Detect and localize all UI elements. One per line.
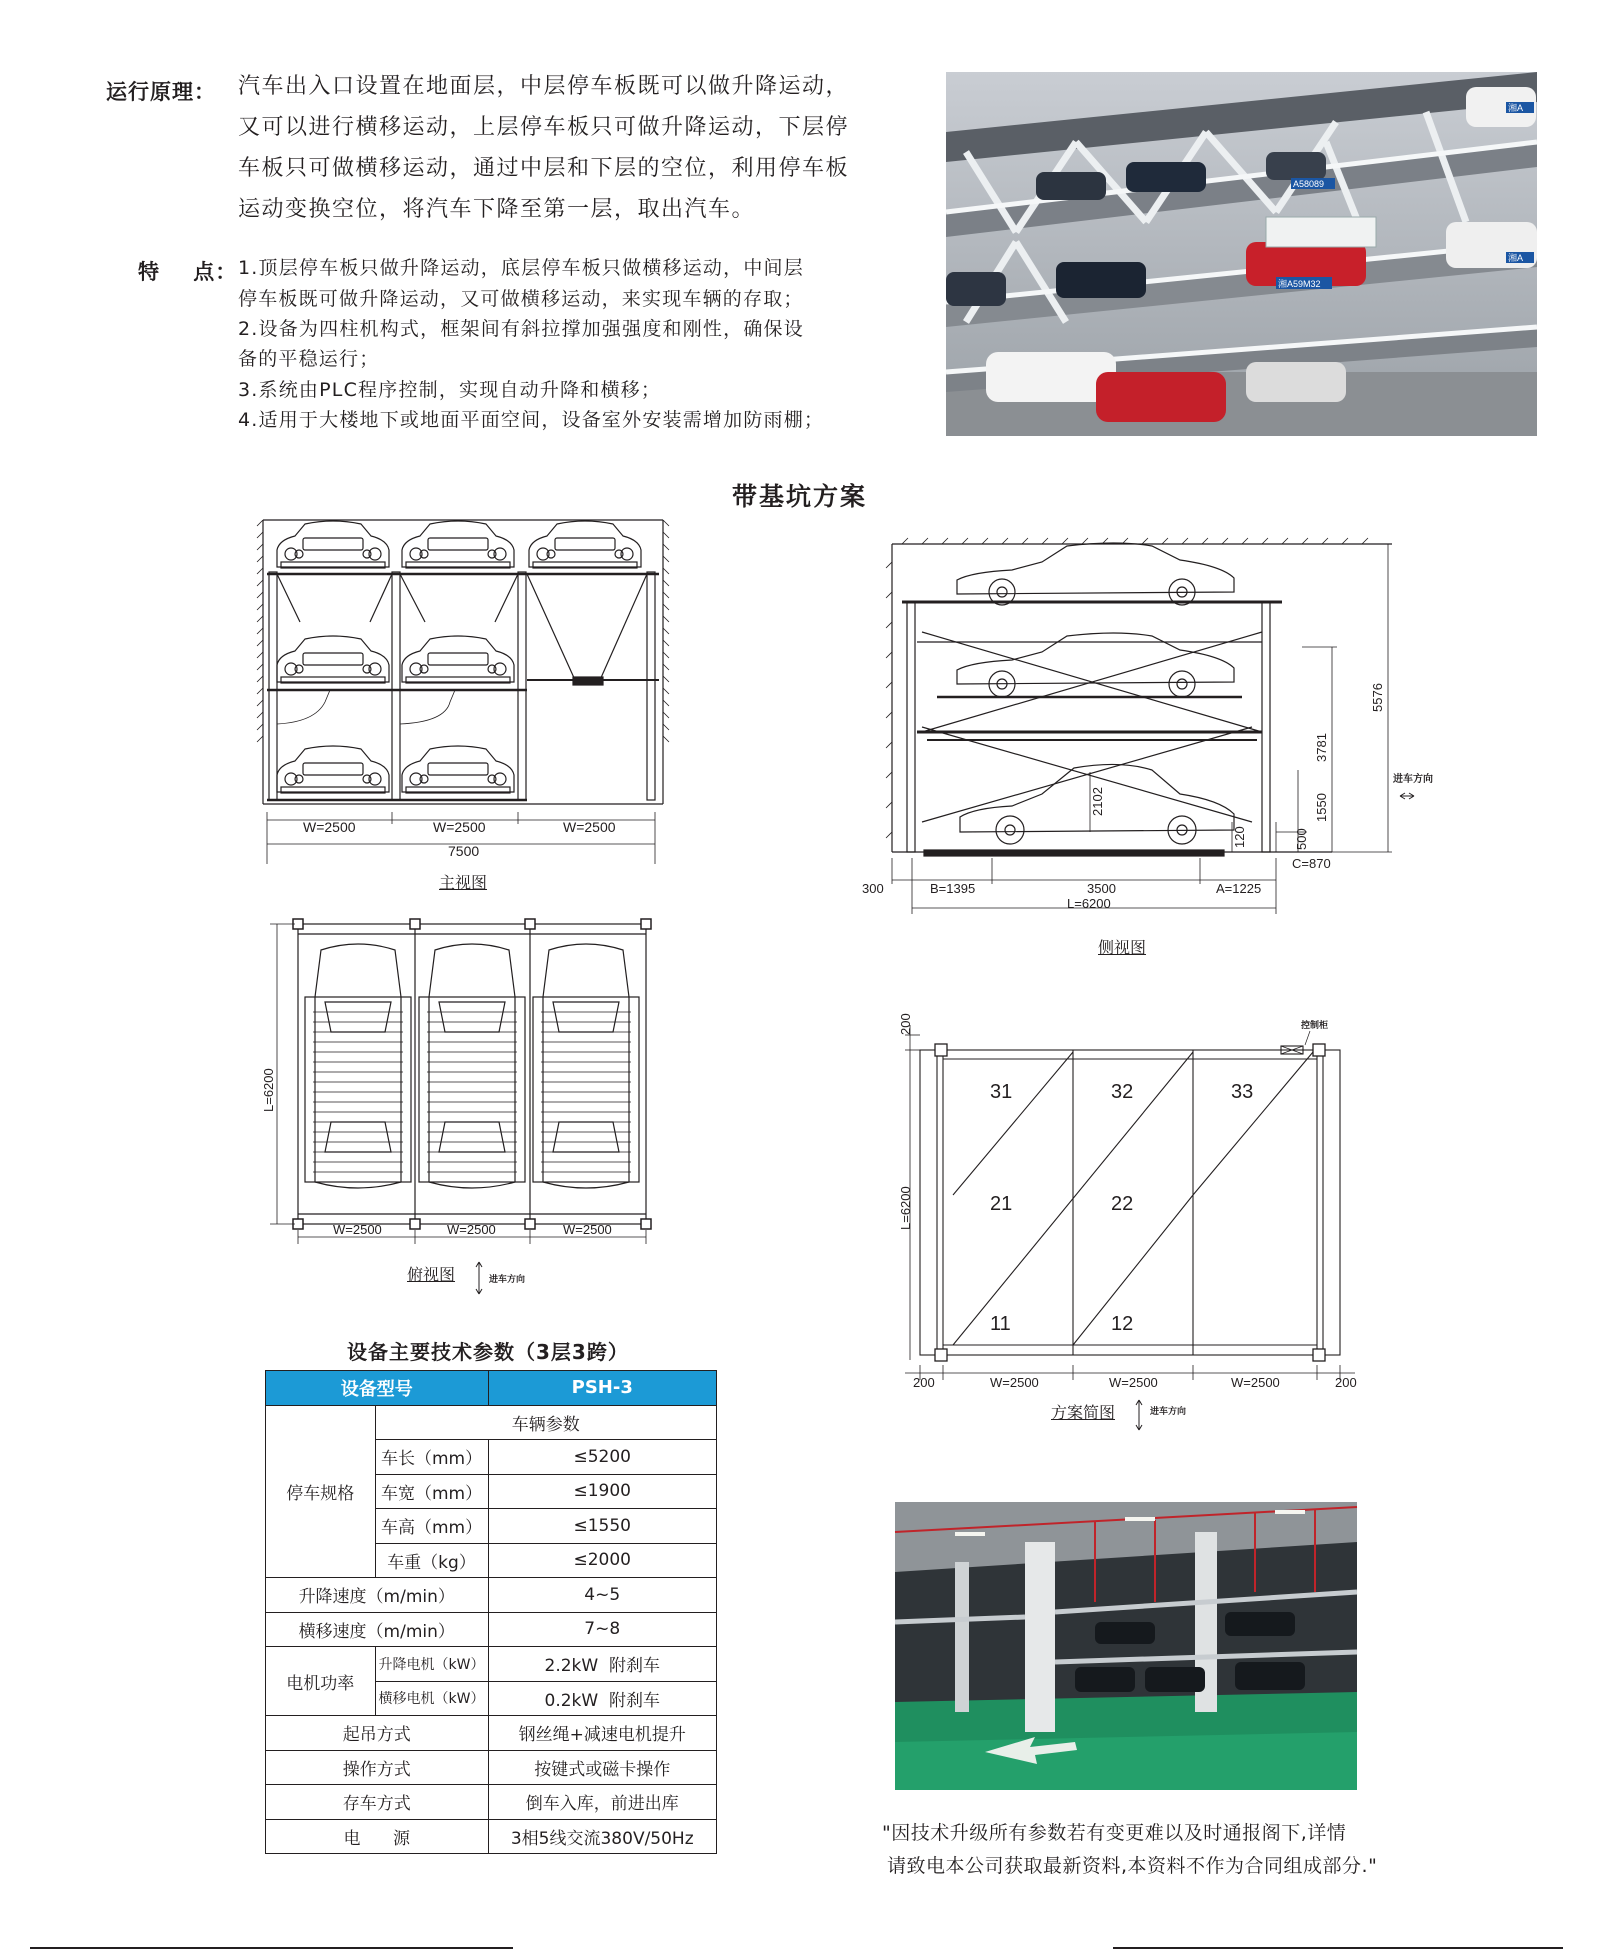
other-row-label: 存车方式 bbox=[266, 1785, 489, 1820]
side-height-label: 3781 bbox=[1314, 733, 1329, 762]
shift-speed-label: 横移速度（m/min） bbox=[266, 1612, 489, 1647]
control-box-label: 控制柜 bbox=[1301, 1020, 1329, 1030]
side-dim-label: 300 bbox=[862, 881, 884, 896]
top-length-label: L=6200 bbox=[261, 1068, 276, 1112]
disclaimer-line: 请致电本公司获取最新资料,本资料不作为合同组成部分." bbox=[887, 1855, 1378, 1877]
feature-line: 2.设备为四柱机构式，框架间有斜拉撑加强强度和刚性，确保设 bbox=[238, 318, 804, 340]
motor-power-label: 电机功率 bbox=[266, 1647, 376, 1716]
features-label: 特 点： bbox=[138, 260, 238, 284]
feature-line: 停车板既可做升降运动，又可做横移运动，来实现车辆的存取； bbox=[238, 288, 804, 310]
section-title: 带基坑方案 bbox=[732, 482, 868, 511]
other-row-value: 钢丝绳+减速电机提升 bbox=[488, 1716, 717, 1751]
parking-spec-label: 停车规格 bbox=[266, 1405, 376, 1578]
car-row-label: 车重（kg） bbox=[375, 1543, 488, 1578]
car-row-label: 车高（mm） bbox=[375, 1509, 488, 1544]
plan-view-caption: 方案简图 bbox=[1051, 1403, 1116, 1422]
side-dim-label: 3500 bbox=[1087, 881, 1116, 896]
model-value: PSH-3 bbox=[488, 1371, 717, 1406]
slot-number: 11 bbox=[990, 1313, 1011, 1335]
front-total-label: 7500 bbox=[448, 843, 480, 859]
front-width-label: W=2500 bbox=[563, 819, 616, 835]
plan-view-drawing bbox=[895, 1005, 1365, 1395]
feature-line: 3.系统由PLC程序控制，实现自动升降和横移； bbox=[238, 379, 662, 401]
plan-bottom-dim: 200 bbox=[1335, 1375, 1357, 1390]
plan-bottom-dim: W=2500 bbox=[990, 1375, 1039, 1390]
slot-number: 33 bbox=[1231, 1081, 1254, 1103]
feature-line: 1.顶层停车板只做升降运动，底层停车板只做横移运动，中间层 bbox=[238, 257, 804, 279]
direction-arrow-icon bbox=[1134, 1398, 1144, 1432]
side-direction-label: 进车方向 bbox=[1393, 774, 1433, 785]
principle-line: 又可以进行横移运动，上层停车板只可做升降运动，下层停 bbox=[238, 115, 850, 140]
top-direction-label: 进车方向 bbox=[489, 1275, 526, 1285]
slot-number: 31 bbox=[990, 1081, 1013, 1103]
side-dim-label: A=1225 bbox=[1216, 881, 1262, 896]
plan-top-dim: 200 bbox=[898, 1013, 913, 1035]
plan-bottom-dim: W=2500 bbox=[1109, 1375, 1158, 1390]
top-view-caption: 俯视图 bbox=[407, 1265, 456, 1284]
slot-number: 32 bbox=[1111, 1081, 1134, 1103]
motor-row-label: 升降电机（kW） bbox=[375, 1647, 488, 1682]
plate-text: 湘A bbox=[1508, 103, 1524, 113]
top-width-label: W=2500 bbox=[563, 1222, 612, 1237]
slot-number: 12 bbox=[1111, 1313, 1134, 1335]
direction-arrow-icon bbox=[474, 1260, 484, 1296]
disclaimer-line: "因技术升级所有参数若有变更难以及时通报阁下,详情 bbox=[882, 1822, 1347, 1844]
car-row-value: ≤2000 bbox=[488, 1543, 717, 1578]
other-row-value: 3相5线交流380V/50Hz bbox=[488, 1819, 717, 1854]
other-row-value: 倒车入库，前进出库 bbox=[488, 1785, 717, 1820]
car-row-value: ≤1900 bbox=[488, 1474, 717, 1509]
top-view-drawing bbox=[255, 912, 655, 1242]
car-row-label: 车宽（mm） bbox=[375, 1474, 488, 1509]
top-width-label: W=2500 bbox=[447, 1222, 496, 1237]
side-height-label: 5576 bbox=[1370, 683, 1385, 712]
side-total-label: L=6200 bbox=[1067, 896, 1111, 911]
feature-line: 备的平稳运行； bbox=[238, 348, 380, 370]
shift-speed-value: 7~8 bbox=[488, 1612, 717, 1647]
garage-interior-photo bbox=[895, 1502, 1357, 1790]
principle-line: 汽车出入口设置在地面层，中层停车板既可以做升降运动， bbox=[238, 74, 850, 99]
parking-structure-photo bbox=[946, 72, 1537, 436]
front-width-label: W=2500 bbox=[433, 819, 486, 835]
motor-row-value: 0.2kW 附刹车 bbox=[488, 1681, 717, 1716]
side-view-drawing bbox=[862, 532, 1433, 922]
side-inner-label: 2102 bbox=[1090, 787, 1105, 816]
side-height-label: 500 bbox=[1294, 828, 1309, 850]
other-row-label: 电 源 bbox=[266, 1819, 489, 1854]
principle-line: 车板只可做横移运动，通过中层和下层的空位，利用停车板 bbox=[238, 156, 850, 181]
motor-row-value: 2.2kW 附刹车 bbox=[488, 1647, 717, 1682]
side-height-label: C=870 bbox=[1292, 856, 1331, 871]
lift-speed-value: 4~5 bbox=[488, 1578, 717, 1613]
slot-number: 22 bbox=[1111, 1193, 1134, 1215]
plate-text: A58089 bbox=[1293, 179, 1325, 189]
vehicle-params-label: 车辆参数 bbox=[375, 1405, 716, 1440]
model-header: 设备型号 bbox=[266, 1371, 489, 1406]
bottom-divider bbox=[1113, 1947, 1563, 1949]
plan-bottom-dim: W=2500 bbox=[1231, 1375, 1280, 1390]
other-row-value: 按键式或磁卡操作 bbox=[488, 1750, 717, 1785]
front-view-caption: 主视图 bbox=[439, 873, 488, 892]
plan-length-label: L=6200 bbox=[898, 1186, 913, 1230]
plan-direction-label: 进车方向 bbox=[1150, 1407, 1187, 1417]
bottom-divider bbox=[30, 1947, 513, 1949]
plate-text: 湘A59M32 bbox=[1278, 279, 1321, 289]
plate-text: 湘A bbox=[1508, 253, 1524, 263]
other-row-label: 起吊方式 bbox=[266, 1716, 489, 1751]
top-width-label: W=2500 bbox=[333, 1222, 382, 1237]
side-inner-label: 120 bbox=[1232, 826, 1247, 848]
principle-label: 运行原理： bbox=[106, 80, 216, 104]
car-row-label: 车长（mm） bbox=[375, 1440, 488, 1475]
other-row-label: 操作方式 bbox=[266, 1750, 489, 1785]
lift-speed-label: 升降速度（m/min） bbox=[266, 1578, 489, 1613]
spec-table bbox=[265, 1370, 717, 1854]
car-row-value: ≤1550 bbox=[488, 1509, 717, 1544]
front-view-drawing bbox=[255, 512, 675, 862]
car-row-value: ≤5200 bbox=[488, 1440, 717, 1475]
side-height-label: 1550 bbox=[1314, 793, 1329, 822]
side-view-caption: 侧视图 bbox=[1098, 938, 1147, 957]
front-width-label: W=2500 bbox=[303, 819, 356, 835]
spec-table-title: 设备主要技术参数（3层3跨） bbox=[347, 1340, 629, 1364]
principle-line: 运动变换空位，将汽车下降至第一层，取出汽车。 bbox=[238, 197, 756, 222]
feature-line: 4.适用于大楼地下或地面平面空间，设备室外安装需增加防雨棚； bbox=[238, 409, 825, 431]
motor-row-label: 横移电机（kW） bbox=[375, 1681, 488, 1716]
plan-bottom-dim: 200 bbox=[913, 1375, 935, 1390]
slot-number: 21 bbox=[990, 1193, 1013, 1215]
side-dim-label: B=1395 bbox=[930, 881, 976, 896]
